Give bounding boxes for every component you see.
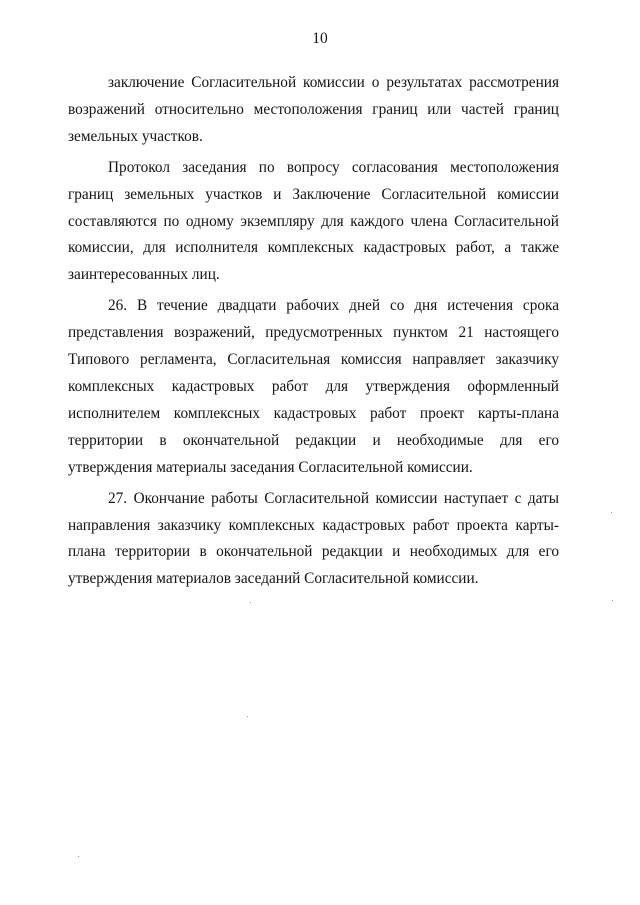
text-line: составляются по одному экземпляру для каждого члена Согласительной [68,212,559,230]
text-line: направления заказчику комплексных кадастровых работ проекта карты- [68,516,559,534]
scan-speck [612,600,613,601]
scan-speck [250,602,251,603]
paragraph-item-27 [68,486,559,594]
scan-speck [78,856,79,857]
text-line: исполнителем комплексных кадастровых работ проект карты-плана [68,404,559,422]
text-line: утверждения материалы заседания Согласительной комиссии. [68,458,473,476]
text-line: комплексных кадастровых работ для утверждения оформленный [68,377,559,395]
document-body [68,70,559,597]
paragraph-2 [68,155,559,290]
scan-speck [611,512,612,513]
text-line: 27. Окончание работы Согласительной комиссии наступает с даты [108,489,559,507]
paragraph-1 [68,70,559,151]
text-line: 26. В течение двадцати рабочих дней со дня истечения срока [108,297,559,315]
text-line: плана территории в окончательной редакции и необходимых для его [68,543,559,561]
page-number: 10 [312,30,328,47]
text-line: утверждения материалов заседаний Согласительной комиссии. [68,570,479,588]
text-line: представления возражений, предусмотренных пунктом 21 настоящего [68,324,559,342]
paragraph-item-26 [68,293,559,481]
text-line: возражений относительно местоположения границ или частей границ [68,100,559,118]
text-line: заинтересованных лиц. [68,266,220,284]
text-line: комиссии, для исполнителя комплексных кадастровых работ, а также [68,239,559,257]
text-line: Протокол заседания по вопросу согласования местоположения [108,158,559,176]
text-line: территории в окончательной редакции и необходимые для его [68,431,559,449]
text-line: Типового регламента, Согласительная комиссия направляет заказчику [68,351,559,369]
text-line: границ земельных участков и Заключение Согласительной комиссии [68,185,559,203]
text-line: заключение Согласительной комиссии о результатах рассмотрения [108,74,559,91]
text-line: земельных участков. [68,127,203,145]
scan-speck [247,716,248,717]
